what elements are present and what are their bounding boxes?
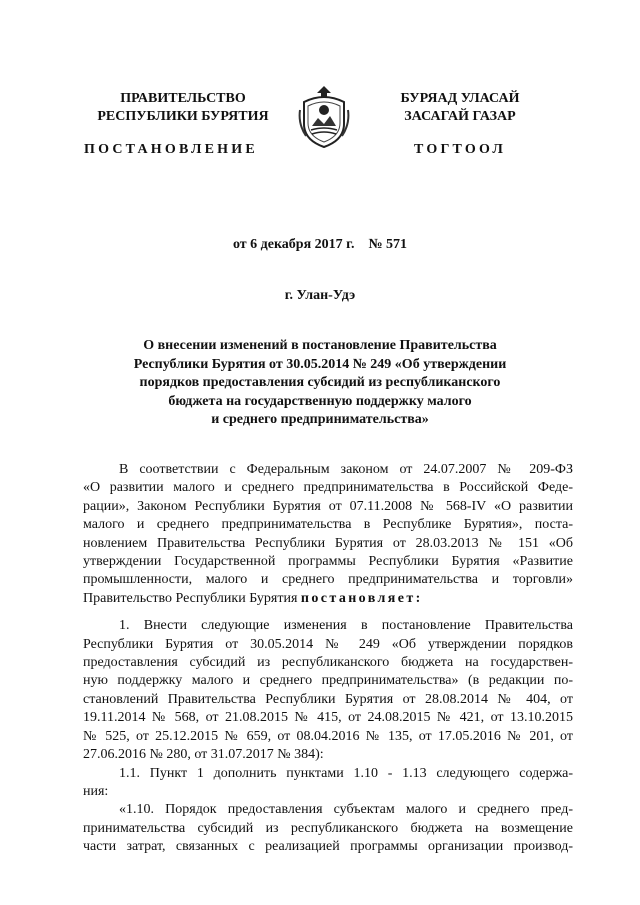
preamble-line: рации», Законом Республики Бурятия от 07.11.2008 № 568-IV «О развитии — [83, 498, 573, 514]
decree-label-russian: ПОСТАНОВЛЕНИЕ — [84, 142, 258, 157]
resolves-word: постановляет: — [300, 590, 423, 606]
preamble-line: малого и среднего предпринимательства в Республике Бурятия», поста- — [83, 517, 573, 533]
preamble-line: В соответствии с Федеральным законом от 24.07.2007 № 209-ФЗ — [119, 462, 573, 477]
title-line: и среднего предпринимательства» — [211, 412, 429, 427]
item-line: части затрат, связанных с реализацией программы организации производ- — [83, 839, 573, 855]
decree-body — [83, 461, 573, 857]
paragraph-gap — [83, 608, 573, 617]
item-line: 19.11.2014 № 568, от 21.08.2015 № 415, от 24.08.2015 № 421, от 13.10.2015 — [83, 710, 573, 726]
header-left — [78, 90, 288, 126]
item-1-paragraph — [83, 617, 573, 856]
header-right-line: БУРЯАД УЛАСАЙ — [400, 91, 520, 106]
preamble-paragraph — [83, 461, 573, 608]
preamble-last-line — [83, 590, 573, 608]
item-line: предоставления субсидий из республиканского бюджета на государствен- — [83, 655, 573, 671]
item-line: ния: — [83, 783, 109, 799]
item-line: 1.1. Пункт 1 дополнить пунктами 1.10 - 1.13 следующего содержа- — [119, 765, 573, 781]
title-line: порядков предоставления субсидий из республиканского — [139, 375, 501, 390]
item-line: 1. Внести следующие изменения в постановление Правительства — [119, 618, 573, 634]
item-line: ную поддержку малого и среднего предпринимательства» (в редакции по- — [83, 673, 573, 689]
decree-title — [110, 337, 530, 430]
item-line: 27.06.2016 № 280, от 31.07.2017 № 384): — [83, 747, 324, 763]
item-line: становлений Правительства Республики Бурятия от 28.08.2014 № 404, от — [83, 691, 573, 707]
item-line: «1.10. Порядок предоставления субъектам малого и среднего пред- — [119, 802, 573, 818]
header-right — [355, 90, 565, 126]
coat-of-arms-icon — [296, 80, 352, 150]
header-left-line: РЕСПУБЛИКИ БУРЯТИЯ — [97, 109, 269, 124]
preamble-line: новлением Правительства Республики Бурятия от 28.03.2013 № 151 «Об — [83, 535, 573, 551]
header-right-line: ЗАСАГАЙ ГАЗАР — [404, 109, 516, 124]
item-line: № 525, от 25.12.2015 № 659, от 08.04.2016 № 135, от 17.05.2016 № 201, от — [83, 728, 573, 744]
header-left-line: ПРАВИТЕЛЬСТВО — [120, 91, 246, 106]
decree-label-buryat: ТОГТООЛ — [414, 142, 507, 157]
title-line: О внесении изменений в постановление Правительства — [143, 338, 497, 353]
decree-date-number: от 6 декабря 2017 г. № 571 — [232, 237, 408, 252]
item-line: принимательства субсидий из республиканского бюджета на возмещение — [83, 820, 573, 836]
preamble-line: промышленности, малого и среднего предпринимательства и торговли» — [83, 572, 573, 588]
preamble-line: утверждении Государственной программы Республики Бурятия «Развитие — [83, 554, 573, 570]
decree-city: г. Улан-Удэ — [284, 288, 356, 303]
preamble-line: «О развитии малого и среднего предпринимательства в Российской Феде- — [83, 480, 573, 496]
title-line: бюджета на государственную поддержку малого — [168, 393, 472, 409]
title-line: Республики Бурятия от 30.05.2014 № 249 «Об утверждении — [133, 356, 507, 372]
preamble-last-prefix: Правительство Республики Бурятия — [83, 590, 301, 606]
item-line: Республики Бурятия от 30.05.2014 № 249 «Об утверждении порядков — [83, 636, 573, 652]
